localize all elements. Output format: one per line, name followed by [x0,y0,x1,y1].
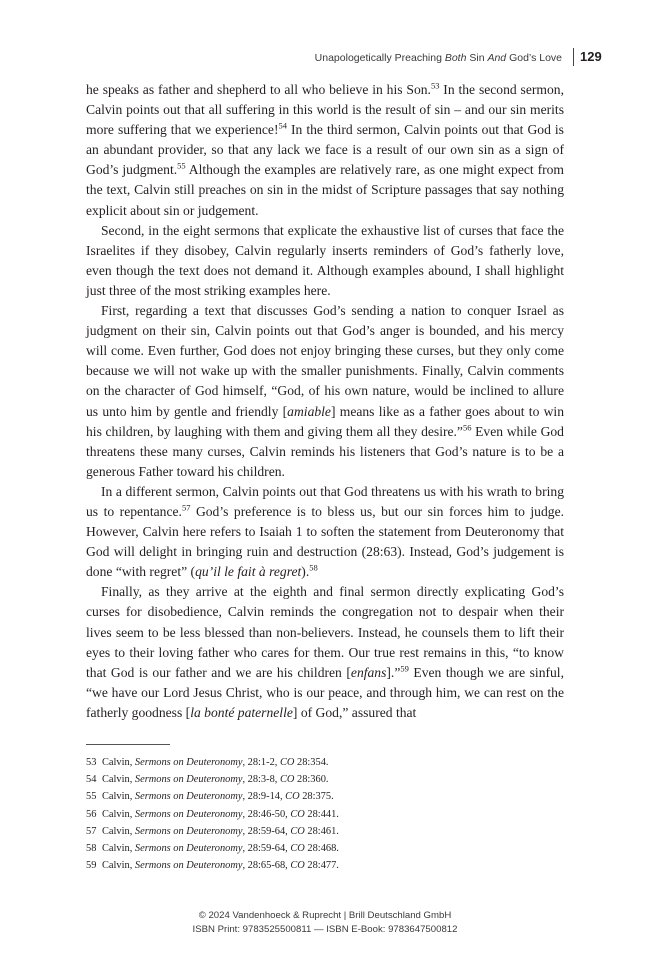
footnote-divider [86,744,170,745]
footnote-ref[interactable]: 59 [400,663,409,674]
footnote: 56 Calvin, Sermons on Deuteronomy, 28:46-50, CO 28:441. [86,806,564,823]
footnote-number: 59 [86,860,97,872]
paragraph-4: In a different sermon, Calvin points out that God threatens us with his wrath to bring us to repentance.$^{57}$ God’s preference is to bless us, but our sin forces him to judge. However, Calvin here refers to Isaiah 1 to soften the statement from Deuteronomy that God will delight in bringing ruin and destruction (28:63). Instead, God’s judgement is done “with regret” (qu’il le fait à regret).$^{58}$ [86,483,565,580]
footnote-number: 56 [86,808,97,820]
footnote: 58 Calvin, Sermons on Deuteronomy, 28:59-64, CO 28:468. [86,840,564,857]
copyright-line: © 2024 Vandenhoeck & Ruprecht | Brill Deutschland GmbH [198,910,452,921]
page-number: 129 [580,49,602,64]
footnote: 57 Calvin, Sermons on Deuteronomy, 28:59-64, CO 28:461. [86,823,564,840]
footnote-number: 54 [86,774,97,786]
footnote-number: 57 [86,825,97,837]
footnote-number: 58 [86,843,97,855]
footnote-ref[interactable]: 57 [181,502,191,513]
isbn-line: ISBN Print: 9783525500811 — ISBN E-Book: 9783647500812 [192,924,458,935]
header-divider [573,48,574,66]
running-head [0,48,650,70]
imprint [0,909,650,937]
footnote: 55 Calvin, Sermons on Deuteronomy, 28:9-14, CO 28:375. [86,788,564,805]
footnote-number: 53 [86,757,97,768]
paragraph-2: Second, in the eight sermons that explicate the exhaustive list of curses that face the Israelites if they disobey, Calvin regularly inserts reminders of God’s fatherly love, even though the text does not demand it. Although examples abound, I shall highlight just three of the most striking examples here. [86,222,564,298]
footnote: 53 Calvin, Sermons on Deuteronomy, 28:1-2, CO 28:354. [86,754,564,771]
footnote: 54 Calvin, Sermons on Deuteronomy, 28:3-8, CO 28:360. [86,771,564,788]
footnote-ref[interactable]: 55 [177,160,186,171]
paragraph-1: he speaks as father and shepherd to all who believe in his Son.$^{53}$ In the second sermon, Calvin points out that all suffering in this world is the result of sin – and our sin merits more suffering that we experience!$^{54}$ In the third sermon, Calvin points out that God is an abundant provider, so that any lack we face is a result of our own sin as a sign of God’s judgment.$^{55}$ Although the examples are relatively rare, as one might expect from the text, Calvin still preaches on sin in the midst of Scripture passages that say nothing explicit about sin or judgement. [86,80,564,218]
footnotes [86,754,564,874]
body-text [86,80,564,723]
footnote-ref[interactable]: 56 [462,422,472,433]
footnote-ref[interactable]: 53 [430,80,440,91]
footnote-number: 55 [86,791,97,803]
paragraph-5: Finally, as they arrive at the eighth and final sermon directly explicating God’s curses for disobedience, Calvin reminds the congregation not to despair when their lives seem to be less blessed than non-believers. Instead, he counsels them to lift their eyes to their loving father who cares for them. Our true rest remains in this, “to know that God is our father and we are his children [enfans].”$^{59}$ Even though we are sinful, “we have our Lord Jesus Christ, who is our peace, and through him, we can rest on the fatherly goodness [la bonté paternelle] of God,” assured that [86,584,564,720]
footnote: 59 Calvin, Sermons on Deuteronomy, 28:65-68, CO 28:477. [86,857,564,874]
paragraph-3: First, regarding a text that discusses God’s sending a nation to conquer Israel as judgment on their sin, Calvin points out that God’s anger is bounded, and his mercy will come. Even further, God does not enjoy bringing these curses, but they only come because we will not wake up with the smaller punishments. Finally, Calvin comments on the character of God himself, “God, of his own nature, would be inclined to allure us unto him by gentle and friendly [amiable] means like as a father goes about to win his children, by laughing with them and giving them all they desire.”$^{56}$ Even while God threatens these many curses, Calvin reminds his listeners that God’s nature is to be a generous Father toward his children. [86,303,565,479]
footnote-ref[interactable]: 54 [278,120,287,131]
running-title: Unapologetically Preaching Both Sin And God’s Love [314,52,562,64]
footnote-ref[interactable]: 58 [309,562,318,573]
